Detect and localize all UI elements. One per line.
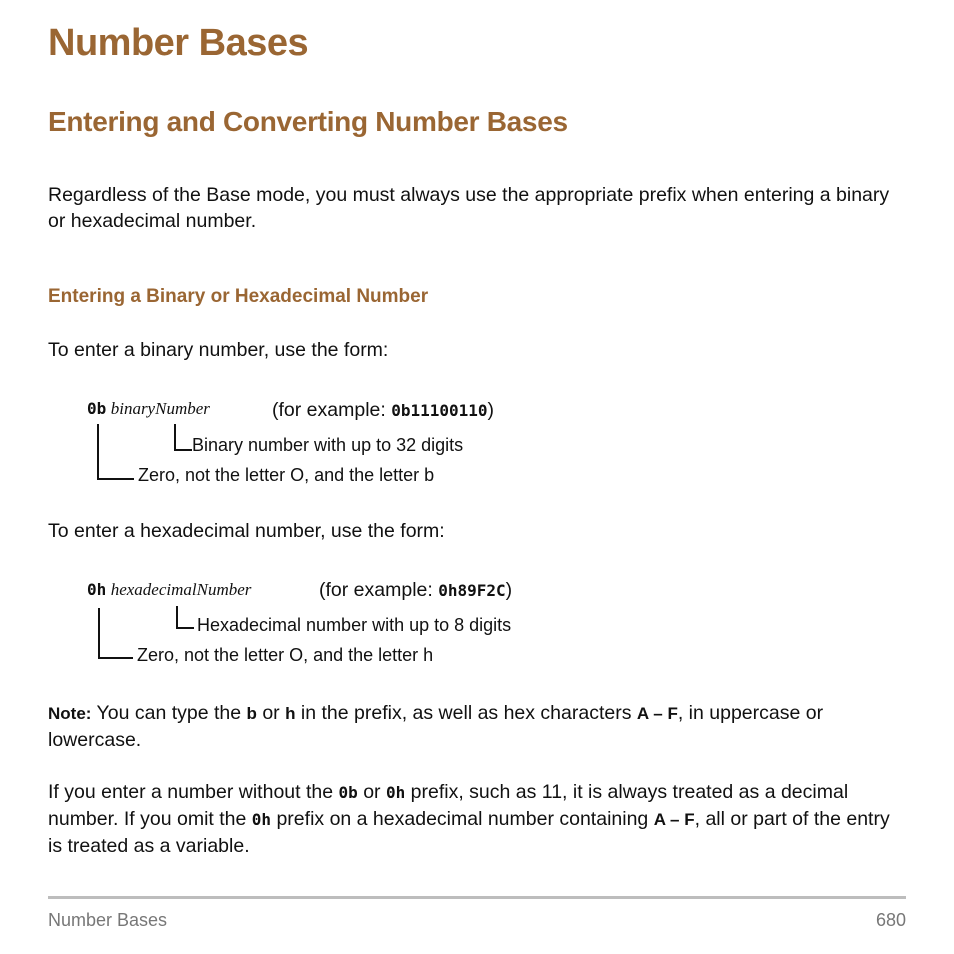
note-label: Note: <box>48 704 92 723</box>
final-prefix-0h-2: 0h <box>251 810 272 829</box>
hex-example <box>319 577 512 604</box>
page-title: Number Bases <box>48 22 309 64</box>
note-b: b <box>246 704 257 723</box>
hex-prefix: 0h <box>87 580 107 599</box>
final-prefix-0b: 0b <box>338 783 358 802</box>
hex-prefix-annotation: Zero, not the letter O, and the letter h <box>137 645 434 665</box>
binary-prefix-callout-tick <box>97 478 134 480</box>
footer-section-name: Number Bases <box>48 910 168 930</box>
subsection-title: Entering a Binary or Hexadecimal Number <box>48 286 429 307</box>
final-text: or <box>357 781 386 803</box>
final-range: A – F <box>653 810 695 829</box>
binary-example <box>272 397 494 424</box>
section-title: Entering and Converting Number Bases <box>48 106 568 137</box>
final-text: prefix on a hexadecimal number containing <box>271 808 654 830</box>
binary-example-label: (for example: <box>272 399 392 421</box>
note-text: in the prefix, as well as hex characters <box>295 702 637 724</box>
hex-syntax <box>87 580 251 600</box>
final-text: If you enter a number without the <box>48 781 339 803</box>
hex-number-annotation: Hexadecimal number with up to 8 digits <box>197 615 512 635</box>
hex-example-close: ) <box>505 579 513 601</box>
binary-prefix: 0b <box>87 399 107 418</box>
note-h: h <box>285 704 296 723</box>
hex-param: hexadecimalNumber <box>110 580 252 599</box>
footer-page-number: 680 <box>875 910 906 930</box>
final-prefix-0h: 0h <box>385 783 406 802</box>
hex-number-callout-line <box>176 606 178 628</box>
binary-example-close: ) <box>487 399 495 421</box>
final-paragraph <box>48 779 908 859</box>
binary-syntax <box>87 399 210 419</box>
footer-divider <box>48 896 906 899</box>
note-paragraph <box>48 700 908 753</box>
binary-number-callout-line <box>174 424 176 450</box>
hex-number-callout-tick <box>176 627 194 629</box>
binary-example-value: 0b11100110 <box>391 401 488 420</box>
hex-lead-text: To enter a hexadecimal number, use the form: <box>48 520 445 542</box>
note-range: A – F <box>636 704 678 723</box>
hex-example-value: 0h89F2C <box>438 581 506 600</box>
binary-number-annotation: Binary number with up to 32 digits <box>192 435 464 455</box>
binary-param: binaryNumber <box>110 399 210 418</box>
binary-prefix-annotation: Zero, not the letter O, and the letter b <box>138 465 435 485</box>
note-text: , in uppercase or lowercase. <box>48 702 824 751</box>
binary-number-callout-tick <box>174 449 192 451</box>
binary-prefix-callout-line <box>97 424 99 479</box>
note-text: You can type the <box>91 702 247 724</box>
hex-prefix-callout-line <box>98 608 100 658</box>
hex-example-label: (for example: <box>319 579 439 601</box>
note-text: or <box>256 702 286 724</box>
final-text: , all or part of the entry is treated as a variable. <box>48 808 890 857</box>
hex-prefix-callout-tick <box>98 657 133 659</box>
intro-paragraph: Regardless of the Base mode, you must always use the appropriate prefix when entering a binary or hexadecimal number. <box>48 184 890 232</box>
binary-lead-text: To enter a binary number, use the form: <box>48 339 389 361</box>
final-text: prefix, such as 11, it is always treated as a decimal number. If you omit the <box>48 781 849 830</box>
